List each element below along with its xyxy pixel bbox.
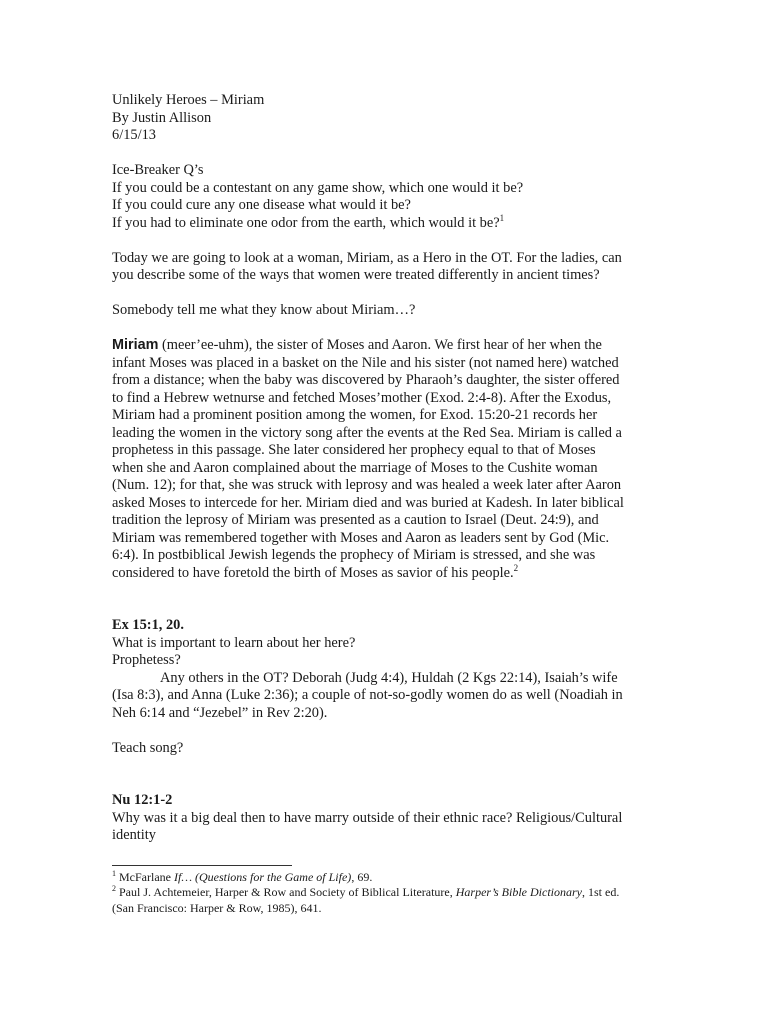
discussion-question: Prophetess?	[112, 652, 181, 668]
dictionary-line: when she and Aaron complained about the marriage of Moses to the Cushite woman	[112, 459, 598, 476]
intro-question: Somebody tell me what they know about Miriam…?	[112, 302, 416, 318]
icebreaker-question	[112, 212, 672, 233]
footnote-ref-1[interactable]: 1	[499, 212, 505, 223]
dictionary-line: prophetess in this passage. She later considered her prophecy equal to that of Moses	[112, 442, 596, 458]
dictionary-line: Miriam had a prominent position among the women, for Exod. 15:20-21 records her	[112, 407, 598, 423]
icebreaker-question: If you could cure any one disease what would it be?	[112, 197, 411, 213]
icebreaker-question: If you could be a contestant on any game show, which one would it be?	[112, 179, 524, 196]
footnote-number: 1	[112, 868, 116, 878]
dictionary-line	[112, 337, 672, 355]
footnote-text: , 1st ed.	[581, 885, 620, 899]
discussion-text: (Isa 8:3), and Anna (Luke 2:36); a couple of not-so-godly women do as well (Noadiah in	[112, 687, 623, 703]
document-author: By Justin Allison	[112, 109, 212, 126]
icebreaker-heading: Ice-Breaker Q’s	[112, 162, 204, 178]
dictionary-line: from a distance; when the baby was discovered by Pharaoh’s daughter, the sister offered	[112, 372, 620, 388]
document-title: Unlikely Heroes – Miriam	[112, 92, 265, 108]
dictionary-line: tradition the leprosy of Miriam was presented as a caution to Israel (Deut. 24:9), and	[112, 512, 599, 528]
footnote-ref-2[interactable]: 2	[513, 562, 519, 573]
dictionary-entry	[112, 337, 672, 582]
question-text: If you had to eliminate one odor from the earth, which would it be?	[112, 214, 500, 231]
footnote-text: Paul J. Achtemeier, Harper & Row and Society of Biblical Literature,	[116, 885, 456, 899]
dictionary-line: to find a Hebrew wetnurse and fetched Moses’mother (Exod. 2:4-8). After the Exodus,	[112, 389, 612, 406]
footnote-2	[112, 885, 672, 901]
section-heading-nu12: Nu 12:1-2	[112, 792, 173, 808]
footnotes	[112, 870, 672, 917]
footnote-title: If… (Questions for the Game of Life)	[173, 869, 352, 884]
dictionary-line: (Num. 12); for that, she was struck with leprosy and was healed a week later after Aaron	[112, 477, 622, 493]
discussion-text: Any others in the OT? Deborah (Judg 4:4), Huldah (2 Kgs 22:14), Isaiah’s wife	[160, 669, 618, 686]
discussion-question: Teach song?	[112, 739, 184, 756]
section-heading-ex15: Ex 15:1, 20.	[112, 617, 184, 633]
dictionary-text: (meer’ee-uhm), the sister of Moses and Aaron. We first hear of her when the	[158, 337, 602, 353]
intro-text: you describe some of the ways that women were treated differently in ancient times?	[112, 267, 600, 283]
discussion-text: Neh 6:14 and “Jezebel” in Rev 2:20).	[112, 704, 328, 721]
dictionary-line: 6:4). In postbiblical Jewish legends the prophecy of Miriam is stressed, and she was	[112, 547, 596, 563]
footnote-title: Harper’s Bible Dictionary	[455, 885, 582, 899]
dictionary-term: Miriam	[112, 337, 159, 353]
dictionary-line: leading the women in the victory song after the events at the Red Sea. Miriam is called a	[112, 424, 622, 441]
footnote-text: McFarlane	[116, 869, 174, 884]
footnote-divider	[112, 865, 292, 866]
document-page	[112, 92, 672, 916]
dictionary-line	[112, 562, 672, 583]
footnote-text: , 69.	[351, 869, 373, 884]
dictionary-text: considered to have foretold the birth of Moses as savior of his people.	[112, 564, 514, 581]
discussion-question: Why was it a big deal then to have marry outside of their ethnic race? Religious/Cultural	[112, 809, 623, 826]
footnote-number: 2	[112, 884, 116, 893]
footnote-2-continued: (San Francisco: Harper & Row, 1985), 641.	[112, 900, 322, 915]
discussion-question: What is important to learn about her here?	[112, 634, 356, 651]
dictionary-line: asked Moses to intercede for her. Miriam died and was buried at Kadesh. In later biblical	[112, 494, 624, 511]
dictionary-line: Miriam was remembered together with Moses and Aaron as leaders sent by God (Mic.	[112, 529, 610, 546]
dictionary-line: infant Moses was placed in a basket on the Nile and his sister (not named here) watched	[112, 354, 619, 371]
discussion-question: identity	[112, 827, 156, 843]
document-date: 6/15/13	[112, 127, 156, 143]
intro-text: Today we are going to look at a woman, Miriam, as a Hero in the OT. For the ladies, can	[112, 249, 622, 266]
footnote-1	[112, 870, 672, 886]
